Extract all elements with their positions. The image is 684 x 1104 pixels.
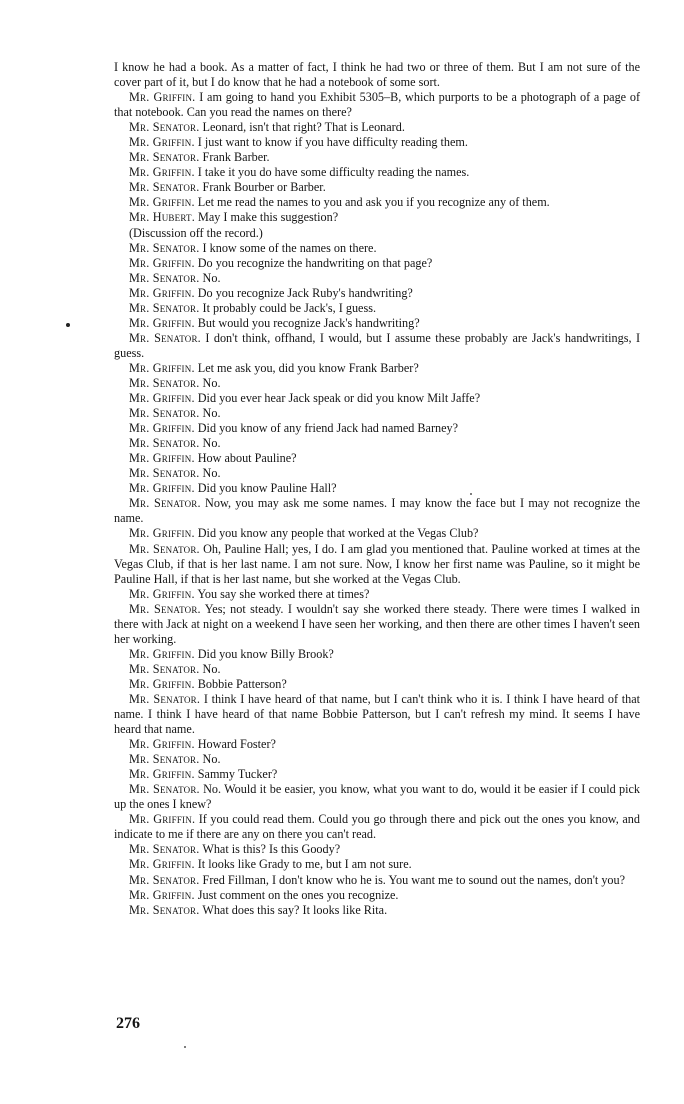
scan-speck [184, 1046, 186, 1048]
speech-text: I am going to hand you Exhibit 5305–B, which purports to be a photograph of a page of that notebook. Can you read the names on there? [114, 90, 641, 120]
speaker-label: Mr. Hubert. [129, 210, 195, 225]
speaker-label: Mr. Griffin. [129, 90, 196, 105]
dialogue-paragraph [114, 782, 640, 812]
speaker-label: Mr. Griffin. [129, 255, 195, 270]
speech-text: How about Pauline? [197, 451, 297, 466]
speech-text: I think I have heard of that name, but I can't think who it is. I think I have heard of that name. I think I have heard of that name Bobbie Patterson, but I can't refresh my mind. It seems I have heard that name. [114, 691, 641, 737]
speech-text: No. [202, 436, 221, 451]
speaker-label: Mr. Senator. [129, 406, 200, 421]
dialogue-paragraph [114, 436, 640, 451]
speech-text: No. Would it be easier, you know, what you want to do, would it be easier if I could pick up the ones I knew? [114, 782, 640, 812]
speech-text: I know some of the names on there. [202, 240, 377, 255]
speaker-label: Mr. Griffin. [129, 421, 195, 436]
dialogue-paragraph [114, 526, 640, 541]
dialogue-paragraph [114, 662, 640, 677]
speaker-label: Mr. Griffin. [129, 285, 195, 300]
speaker-label: Mr. Senator. [129, 691, 201, 706]
dialogue-paragraph [114, 210, 640, 225]
speaker-label: Mr. Senator. [129, 496, 201, 511]
speech-text: Did you know Pauline Hall? [197, 481, 337, 496]
dialogue-paragraph [114, 587, 640, 602]
dialogue-paragraph [114, 677, 640, 692]
speech-text: Just comment on the ones you recognize. [197, 887, 399, 902]
page-number: 276 [116, 1015, 140, 1032]
speaker-label: Mr. Senator. [129, 466, 200, 481]
speaker-label: Mr. Griffin. [129, 646, 195, 661]
dialogue-paragraph [114, 752, 640, 767]
scan-speck [470, 493, 472, 495]
dialogue-paragraph [114, 241, 640, 256]
speech-text: If you could read them. Could you go through there and pick out the ones you know, and indicate to me if there are any on there you can't read. [114, 812, 640, 842]
dialogue-paragraph [114, 361, 640, 376]
dialogue-turns [114, 90, 640, 918]
speech-text: No. [202, 752, 221, 767]
opening-paragraph: I know he had a book. As a matter of fact, I think he had two or three of them. But I am not sure of the cover part of it, but I do know that he had a notebook of some sort. [114, 60, 640, 90]
dialogue-paragraph [114, 602, 640, 647]
dialogue-paragraph [114, 180, 640, 195]
dialogue-paragraph [114, 647, 640, 662]
dialogue-paragraph [114, 286, 640, 301]
speech-text: Did you know of any friend Jack had named Barney? [197, 421, 459, 436]
speech-text: Did you ever hear Jack speak or did you know Milt Jaffe? [197, 391, 481, 406]
speech-text: It looks like Grady to me, but I am not sure. [197, 857, 412, 872]
dialogue-paragraph [114, 120, 640, 135]
dialogue-paragraph [114, 466, 640, 481]
dialogue-paragraph [114, 842, 640, 857]
speech-text: Howard Foster? [197, 737, 276, 752]
speaker-label: Mr. Senator. [129, 270, 200, 285]
dialogue-paragraph [114, 857, 640, 872]
dialogue-paragraph [114, 391, 640, 406]
speech-text: Leonard, isn't that right? That is Leonard. [202, 120, 405, 135]
speaker-label: Mr. Senator. [129, 375, 200, 390]
speech-text: I don't think, offhand, I would, but I assume these probably are Jack's handwritings, I guess. [114, 330, 641, 360]
speech-text: But would you recognize Jack's handwriting? [197, 315, 420, 330]
speaker-label: Mr. Senator. [129, 752, 200, 767]
dialogue-paragraph [114, 451, 640, 466]
dialogue-paragraph [114, 90, 640, 120]
dialogue-paragraph [114, 873, 640, 888]
dialogue-paragraph [114, 376, 640, 391]
speech-text: No. [202, 466, 221, 481]
speech-text: Do you recognize Jack Ruby's handwriting? [197, 285, 413, 300]
speaker-label: Mr. Senator. [129, 601, 201, 616]
speaker-label: Mr. Griffin. [129, 737, 195, 752]
speech-text: No. [202, 375, 221, 390]
dialogue-paragraph [114, 195, 640, 210]
dialogue-paragraph [114, 767, 640, 782]
speaker-label: Mr. Griffin. [129, 360, 195, 375]
speaker-label: Mr. Griffin. [129, 767, 195, 782]
margin-mark [66, 323, 70, 327]
dialogue-paragraph [114, 316, 640, 331]
speaker-label: Mr. Griffin. [129, 135, 195, 150]
speaker-label: Mr. Senator. [129, 330, 201, 345]
dialogue-paragraph [114, 737, 640, 752]
speech-text: (Discussion off the record.) [129, 225, 263, 240]
speaker-label: Mr. Senator. [129, 782, 200, 797]
speech-text: You say she worked there at times? [197, 586, 370, 601]
speaker-label: Mr. Griffin. [129, 857, 195, 872]
speaker-label: Mr. Senator. [129, 902, 200, 917]
speaker-label: Mr. Senator. [129, 150, 200, 165]
speaker-label: Mr. Griffin. [129, 586, 195, 601]
dialogue-paragraph [114, 256, 640, 271]
speaker-label: Mr. Griffin. [129, 451, 195, 466]
speaker-label: Mr. Senator. [129, 541, 200, 556]
dialogue-paragraph [114, 496, 640, 526]
dialogue-paragraph [114, 406, 640, 421]
speaker-label: Mr. Senator. [129, 120, 200, 135]
speech-text: It probably could be Jack's, I guess. [202, 300, 377, 315]
speaker-label: Mr. Griffin. [129, 526, 195, 541]
dialogue-paragraph [114, 481, 640, 496]
speaker-label: Mr. Senator. [129, 300, 200, 315]
speech-text: Oh, Pauline Hall; yes, I do. I am glad you mentioned that. Pauline worked at times at the Vegas Club, if that is her last name. I am not sure. Now, I know her first name was Pauline, so it might be Pauline Hall, if that is her last name, but she worked at the Vegas Club. [114, 541, 641, 586]
dialogue-paragraph [114, 150, 640, 165]
speaker-label: Mr. Griffin. [129, 165, 195, 180]
speech-text: Let me read the names to you and ask you if you recognize any of them. [197, 195, 550, 210]
speaker-label: Mr. Griffin. [129, 391, 195, 406]
speech-text: What does this say? It looks like Rita. [202, 902, 388, 917]
speech-text: Did you know Billy Brook? [197, 646, 334, 661]
speech-text: Frank Barber. [202, 150, 270, 165]
speaker-label: Mr. Senator. [129, 842, 200, 857]
dialogue-paragraph [114, 888, 640, 903]
speaker-label: Mr. Senator. [129, 180, 200, 195]
speech-text: I just want to know if you have difficulty reading them. [197, 135, 468, 150]
dialogue-paragraph [114, 542, 640, 587]
speech-text: Yes; not steady. I wouldn't say she worked there steady. There were times I walked in there with Jack at night on a weekend I have seen her working, and then there are other times I haven't seen her working. [114, 601, 640, 646]
speech-text: May I make this suggestion? [198, 210, 339, 225]
speech-text: Let me ask you, did you know Frank Barber? [197, 360, 419, 375]
speech-text: Bobbie Patterson? [197, 676, 287, 691]
speech-text: Frank Bourber or Barber. [202, 180, 326, 195]
dialogue-paragraph [114, 421, 640, 436]
dialogue-paragraph [114, 226, 640, 241]
dialogue-paragraph [114, 271, 640, 286]
speech-text: Now, you may ask me some names. I may know the face but I may not recognize the name. [114, 496, 640, 526]
speech-text: No. [202, 270, 221, 285]
speech-text: Do you recognize the handwriting on that page? [197, 255, 433, 270]
speaker-label: Mr. Griffin. [129, 315, 195, 330]
speaker-label: Mr. Senator. [129, 872, 200, 887]
speaker-label: Mr. Senator. [129, 240, 200, 255]
dialogue-paragraph [114, 331, 640, 361]
dialogue-paragraph [114, 903, 640, 918]
speech-text: I take it you do have some difficulty reading the names. [197, 165, 470, 180]
dialogue-paragraph [114, 165, 640, 180]
dialogue-paragraph [114, 135, 640, 150]
speech-text: No. [202, 406, 221, 421]
speaker-label: Mr. Senator. [129, 661, 200, 676]
speech-text: Did you know any people that worked at the Vegas Club? [197, 526, 479, 541]
speaker-label: Mr. Griffin. [129, 481, 195, 496]
transcript-body [114, 60, 640, 918]
speech-text: No. [202, 661, 221, 676]
speaker-label: Mr. Griffin. [129, 812, 196, 827]
dialogue-paragraph [114, 812, 640, 842]
speaker-label: Mr. Griffin. [129, 195, 195, 210]
dialogue-paragraph [114, 301, 640, 316]
speaker-label: Mr. Griffin. [129, 887, 195, 902]
speech-text: Sammy Tucker? [197, 767, 278, 782]
speaker-label: Mr. Senator. [129, 436, 200, 451]
speech-text: Fred Fillman, I don't know who he is. You want me to sound out the names, don't you? [202, 872, 626, 887]
speaker-label: Mr. Griffin. [129, 676, 195, 691]
speech-text: What is this? Is this Goody? [202, 842, 341, 857]
dialogue-paragraph [114, 692, 640, 737]
